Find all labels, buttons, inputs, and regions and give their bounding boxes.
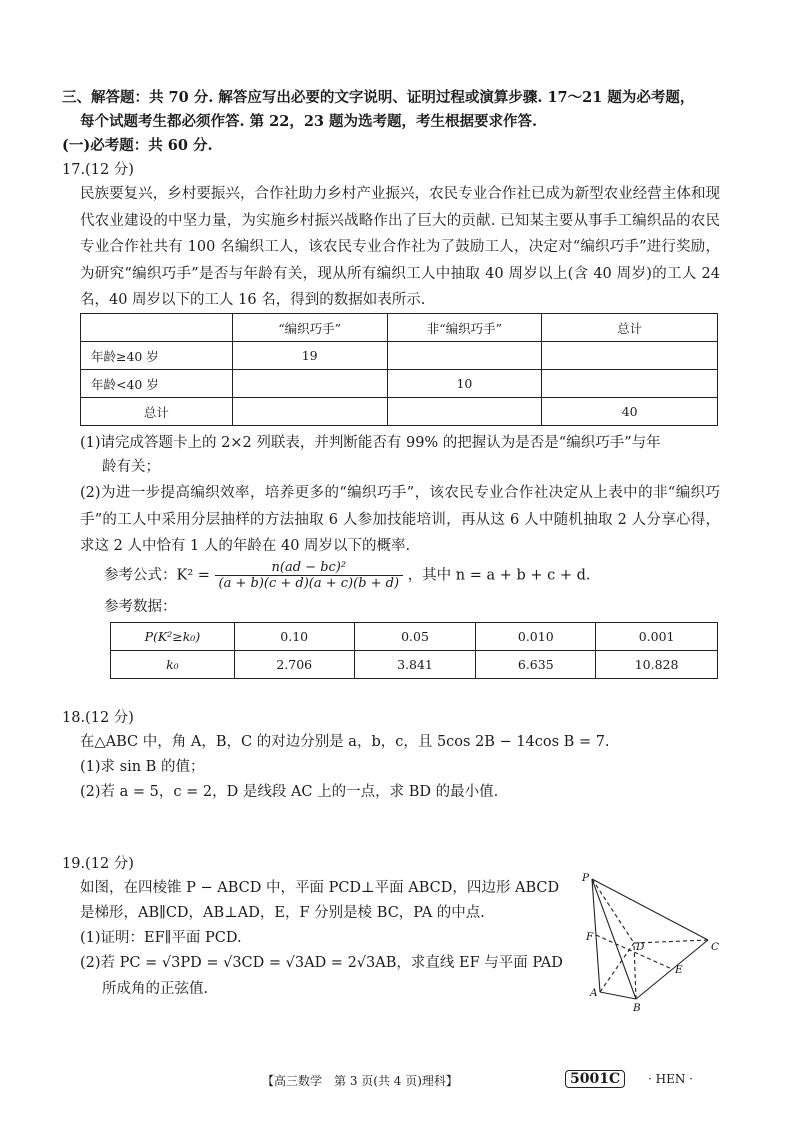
- q17-formula: [104, 560, 591, 591]
- table-cell: “编织巧手”: [232, 314, 387, 342]
- table-cell: [542, 342, 718, 370]
- q17-reference-table: [110, 622, 718, 679]
- edge-AD-hidden: [600, 943, 634, 992]
- table-cell: 0.05: [354, 623, 476, 651]
- label-C: C: [711, 941, 720, 953]
- edge-BC: [636, 940, 708, 999]
- q19-part2-line1: (2)若 PC = √3PD = √3CD = √3AD = 2√3AB，求直线 EF 与平面 PAD: [80, 955, 563, 971]
- q17-part1-line2: 龄有关；: [102, 459, 160, 475]
- section-line-2: 每个试题考生都必须作答. 第 22，23 题为选考题，考生根据要求作答.: [80, 113, 538, 130]
- label-F: F: [586, 931, 594, 943]
- q17-intro: 民族要复兴，乡村要振兴，合作社助力乡村产业振兴，农民专业合作社已成为新型农业经营主体和现代农业建设的中坚力量，为实施乡村振兴战略作出了巨大的贡献. 已知某主要从事手工编织品的农民专业合作社共有 100 名编织工人，该农民专业合作社为了鼓励工人，决定对“编织巧手”进行奖励，为研究“编织巧手”是否与年龄有关，现从所有编织工人中抽取 40 周岁以上(含 40 周岁)的工人 24 名，40 周岁以下的工人 16 名，得到的数据如表所示.: [80, 186, 720, 308]
- q17-data-label: 参考数据：: [104, 599, 177, 615]
- table-cell: 非“编织巧手”: [387, 314, 542, 342]
- q18-part2: (2)若 a = 5，c = 2，D 是线段 AC 上的一点，求 BD 的最小值.: [80, 784, 499, 800]
- table-header-row: [81, 314, 718, 342]
- table-cell: 19: [232, 342, 387, 370]
- q18-line1: 在△ABC 中，角 A，B，C 的对边分别是 a，b，c，且 5cos 2B − 14cos B = 7.: [80, 734, 610, 750]
- table-cell: [387, 342, 542, 370]
- formula-numerator: n(ad − bc)²: [215, 560, 404, 576]
- formula-denominator: (a + b)(c + d)(a + c)(b + d): [218, 576, 400, 591]
- table-cell: 年龄<40 岁: [81, 370, 233, 398]
- table-cell: [232, 370, 387, 398]
- table-cell: [232, 398, 387, 426]
- q17-part2: (2)为进一步提高编织效率，培养更多的“编织巧手”，该农民专业合作社决定从上表中的非“编织巧手”的工人中采用分层抽样的方法抽取 6 人参加技能培训，再从这 6 人中随机抽取 2 人分享心得，求这 2 人中恰有 1 人的年龄在 40 周岁以下的概率.: [80, 485, 720, 554]
- formula-tail: ，其中 n = a + b + c + d.: [407, 567, 591, 584]
- edge-DC-hidden: [634, 940, 708, 943]
- pyramid-figure: [578, 870, 726, 1018]
- q19-line2: 是梯形，AB∥CD，AB⊥AD，E，F 分别是棱 BC，PA 的中点.: [80, 905, 485, 921]
- table-cell: [81, 314, 233, 342]
- table-cell: 10: [387, 370, 542, 398]
- required-part-title: (一)必考题：共 60 分.: [62, 137, 213, 154]
- table-row: [111, 651, 718, 679]
- table-cell: 10.828: [596, 651, 718, 679]
- table-cell: 40: [542, 398, 718, 426]
- label-A: A: [590, 987, 598, 999]
- footer-code-box: [565, 1068, 625, 1087]
- table-cell: 总计: [81, 398, 233, 426]
- table-cell: 6.635: [476, 651, 596, 679]
- table-cell: [387, 398, 542, 426]
- table-cell: 3.841: [354, 651, 476, 679]
- q19-part1: (1)证明：EF∥平面 PCD.: [80, 930, 242, 946]
- table-cell: P(K²≥k₀): [111, 623, 235, 651]
- q18-head: 18.(12 分): [62, 710, 134, 726]
- label-B: B: [633, 1002, 641, 1014]
- q19-head: 19.(12 分): [62, 856, 134, 872]
- q17-contingency-table: [80, 313, 718, 426]
- edge-PB: [592, 879, 636, 999]
- table-cell: 总计: [542, 314, 718, 342]
- q17-part1-line1: (1)请完成答题卡上的 2×2 列联表，并判断能否有 99% 的把握认为是否是“编织巧手”与年: [80, 435, 661, 451]
- footer-page-info: 【高三数学 第 3 页(共 4 页)理科】: [262, 1074, 458, 1088]
- edge-PD-hidden: [592, 879, 634, 943]
- q19-line1: 如图，在四棱锥 P − ABCD 中，平面 PCD⊥平面 ABCD，四边形 ABCD: [80, 880, 560, 896]
- q18-part1: (1)求 sin B 的值；: [80, 759, 205, 775]
- edge-AB: [600, 992, 636, 999]
- q17-head: 17.(12 分): [62, 162, 134, 178]
- table-row: [81, 370, 718, 398]
- exam-code: 5001C: [565, 1070, 625, 1088]
- table-cell: 0.001: [596, 623, 718, 651]
- table-cell: k₀: [111, 651, 235, 679]
- section-line-1: 三、解答题：共 70 分. 解答应写出必要的文字说明、证明过程或演算步骤. 17～21 题为必考题，: [62, 89, 695, 106]
- table-row: [111, 623, 718, 651]
- q19-part2-line2: 所成角的正弦值.: [102, 981, 209, 997]
- label-E: E: [675, 964, 683, 976]
- formula-label: 参考公式：K² =: [104, 567, 210, 584]
- table-cell: 2.706: [234, 651, 354, 679]
- label-D: D: [636, 941, 645, 953]
- table-cell: 年龄≥40 岁: [81, 342, 233, 370]
- segment-FE-hidden: [596, 935, 672, 969]
- edge-PC: [592, 879, 708, 940]
- table-cell: 0.10: [234, 623, 354, 651]
- table-cell: [542, 370, 718, 398]
- table-row: [81, 398, 718, 426]
- label-P: P: [582, 872, 590, 884]
- footer-region: · HEN ·: [648, 1072, 693, 1086]
- table-cell: 0.010: [476, 623, 596, 651]
- table-row: [81, 342, 718, 370]
- formula-fraction: [215, 560, 404, 591]
